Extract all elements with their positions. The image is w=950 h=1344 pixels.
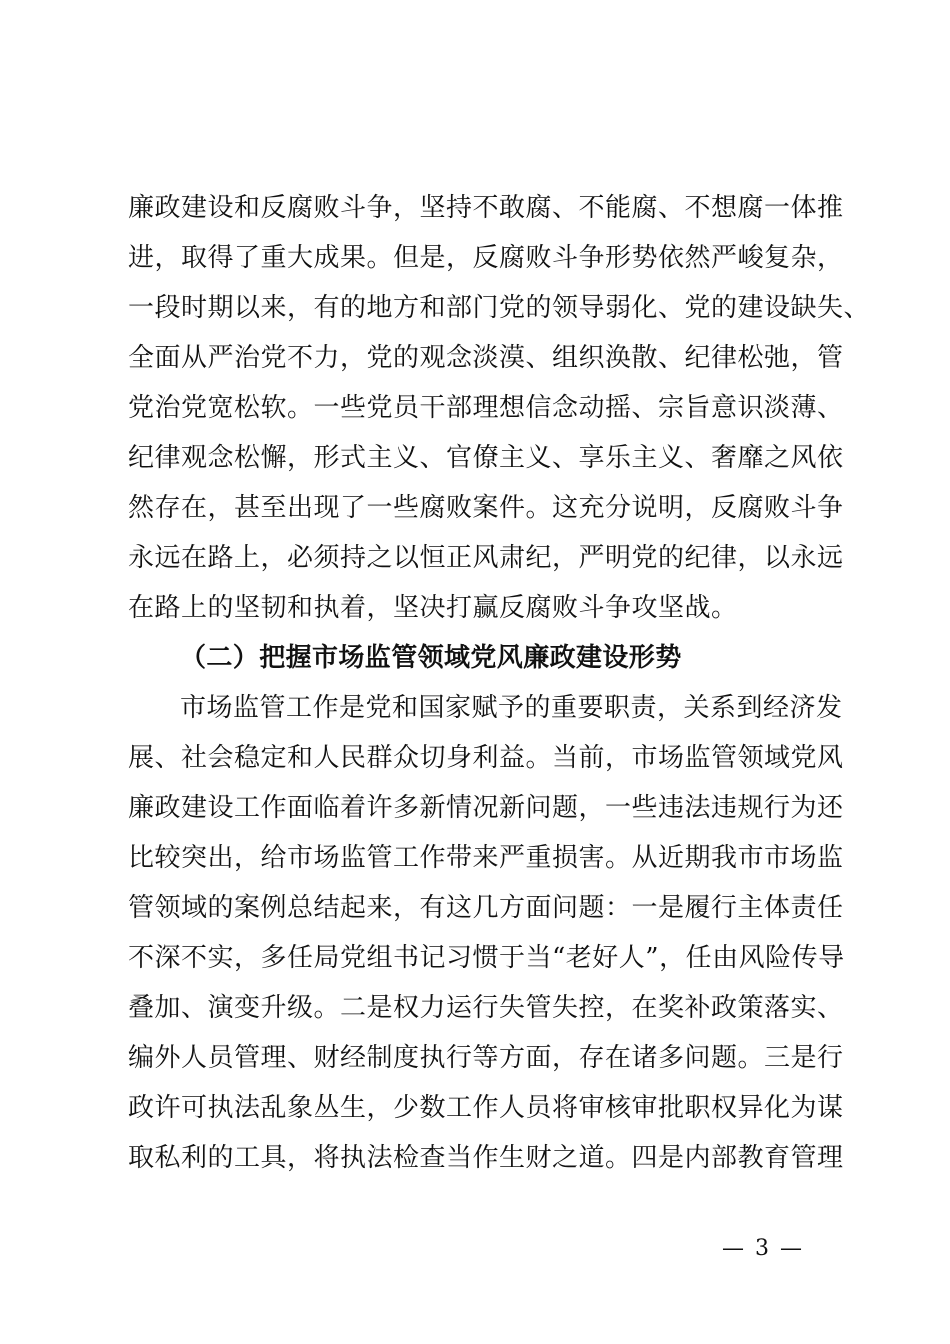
body-text-line: 在路上的坚韧和执着，坚决打赢反腐败斗争攻坚战。 bbox=[128, 593, 738, 623]
body-text-line: 全面从严治党不力，党的观念淡漠、组织涣散、纪律松弛，管 bbox=[128, 343, 844, 373]
body-text-line: 一段时期以来，有的地方和部门党的领导弱化、党的建设缺失、 bbox=[128, 293, 871, 323]
body-text-line: 市场监管工作是党和国家赋予的重要职责，关系到经济发 bbox=[180, 693, 843, 723]
body-text-line: 比较突出，给市场监管工作带来严重损害。从近期我市市场监 bbox=[128, 843, 844, 873]
body-text-line: 不深不实，多任局党组书记习惯于当“老好人”，任由风险传导 bbox=[128, 943, 845, 973]
body-text-line: 叠加、演变升级。二是权力运行失管失控，在奖补政策落实、 bbox=[128, 993, 844, 1023]
body-text-line: 然存在，甚至出现了一些腐败案件。这充分说明，反腐败斗争 bbox=[128, 493, 844, 523]
body-text-line: 政许可执法乱象丛生，少数工作人员将审核审批职权异化为谋 bbox=[128, 1093, 844, 1123]
body-text-line: 纪律观念松懈，形式主义、官僚主义、享乐主义、奢靡之风依 bbox=[128, 443, 844, 473]
page-number: — 3 — bbox=[722, 1236, 804, 1261]
body-text-line: 永远在路上，必须持之以恒正风肃纪，严明党的纪律，以永远 bbox=[128, 543, 844, 573]
body-text-line: 取私利的工具，将执法检查当作生财之道。四是内部教育管理 bbox=[128, 1143, 844, 1173]
body-text-line: 管领域的案例总结起来，有这几方面问题：一是履行主体责任 bbox=[128, 893, 844, 923]
body-text-line: 廉政建设工作面临着许多新情况新问题，一些违法违规行为还 bbox=[128, 793, 844, 823]
body-text-line: 进，取得了重大成果。但是，反腐败斗争形势依然严峻复杂， bbox=[128, 243, 844, 273]
body-text-line: 编外人员管理、财经制度执行等方面，存在诸多问题。三是行 bbox=[128, 1043, 844, 1073]
body-text-line: 展、社会稳定和人民群众切身利益。当前，市场监管领域党风 bbox=[128, 743, 844, 773]
body-text-line: 党治党宽松软。一些党员干部理想信念动摇、宗旨意识淡薄、 bbox=[128, 393, 844, 423]
body-text-line: 廉政建设和反腐败斗争，坚持不敢腐、不能腐、不想腐一体推 bbox=[128, 193, 844, 223]
section-heading: （二）把握市场监管领域党风廉政建设形势 bbox=[180, 643, 682, 673]
